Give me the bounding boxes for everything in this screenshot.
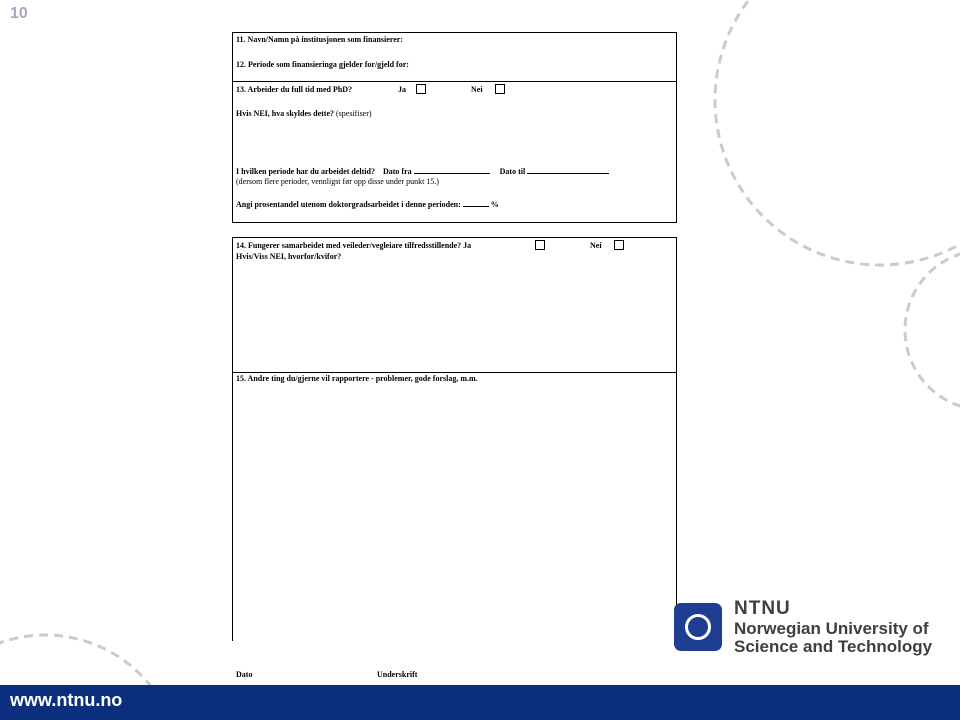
question-14: 14. Fungerer samarbeidet med veileder/vegleiare tilfredsstillende? Ja — [236, 241, 472, 250]
q14-follow-up: Hvis/Viss NEI, hvorfor/kvifor? — [236, 252, 342, 261]
form-section-financing — [232, 32, 677, 82]
q13-nei-label: Nei — [471, 85, 483, 94]
q14-nei-checkbox[interactable] — [614, 240, 624, 250]
logo-name-line1: Norwegian University of — [734, 619, 929, 638]
ntnu-logo-icon — [674, 603, 722, 651]
q13-dato-til-field[interactable] — [527, 166, 609, 174]
q14-ja-checkbox[interactable] — [535, 240, 545, 250]
signature-underskrift-label: Underskrift — [377, 670, 418, 679]
question-13: 13. Arbeider du full tid med PhD? — [236, 85, 353, 94]
form-section-other — [232, 373, 677, 641]
q13-hvis-nei-text: Hvis NEI, hva skyldes dette? — [236, 109, 335, 118]
q13-prosent-label: Angi prosentandel utenom doktorgradsarbeidet i denne perioden: — [236, 200, 461, 209]
q13-note: (dersom flere perioder, vennligst før opp disse under punkt 15.) — [236, 177, 439, 186]
q13-ja-label: Ja — [398, 85, 406, 94]
footer-bar — [0, 685, 960, 720]
q13-ja-checkbox[interactable] — [416, 84, 426, 94]
q13-dato-til-label: Dato til — [499, 167, 526, 176]
question-15: 15. Andre ting du/gjerne vil rapportere - problemer, gode forslag, m.m. — [236, 374, 478, 383]
footer-url[interactable]: www.ntnu.no — [10, 690, 123, 710]
form-section-supervision — [232, 237, 677, 373]
signature-dato-label: Dato — [236, 670, 253, 679]
q14-nei-label: Nei — [590, 241, 602, 250]
question-11: 11. Navn/Namn på institusjonen som finansierer: — [236, 35, 403, 44]
q13-dato-fra-field[interactable] — [414, 166, 490, 174]
q13-dato-fra-label: Dato fra — [382, 167, 412, 176]
form-section-fulltime — [232, 82, 677, 223]
q13-spesifiser-text: (spesifiser) — [336, 109, 372, 118]
q13-nei-checkbox[interactable] — [495, 84, 505, 94]
q13-hvis-nei — [236, 109, 372, 119]
q13-periode-label: I hvilken periode har du arbeidet deltid? — [236, 167, 375, 176]
q13-prosent-field[interactable] — [463, 199, 489, 207]
q13-prosent-unit: % — [490, 200, 499, 209]
question-12: 12. Periode som finansieringa gjelder for/gjeld for: — [236, 60, 409, 69]
ntnu-logo-ring — [685, 614, 711, 640]
logo-acronym: NTNU — [734, 598, 791, 619]
q13-periode-line — [236, 166, 609, 177]
q13-prosent-line — [236, 199, 499, 210]
logo-name-line2: Science and Technology — [734, 637, 933, 656]
slide-number: 10 — [10, 5, 28, 22]
